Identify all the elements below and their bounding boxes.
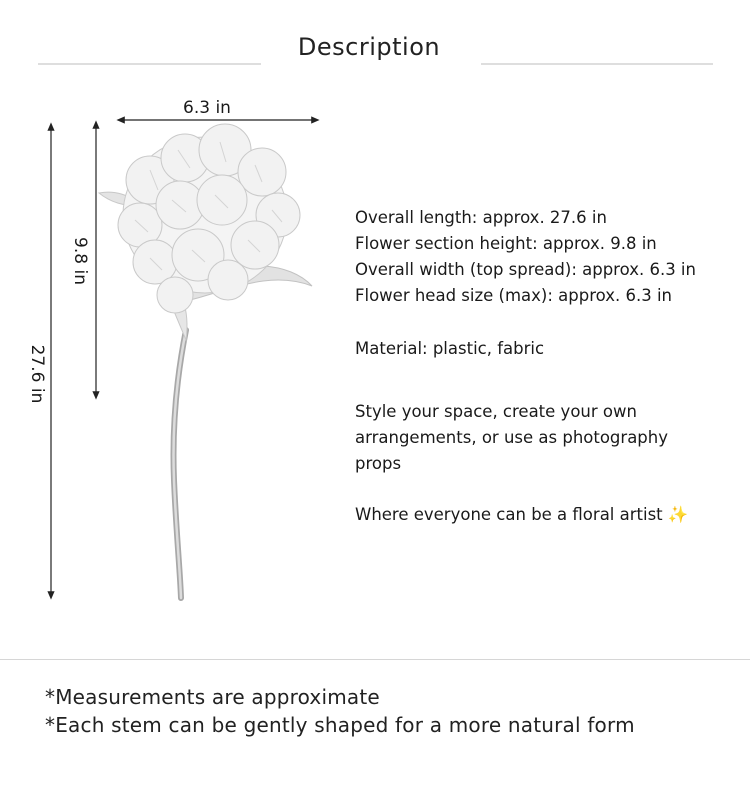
flower-head: [118, 124, 300, 313]
sparkle-icon: ✨: [667, 505, 689, 524]
product-specs: [355, 205, 740, 528]
spec-overall-width: Overall width (top spread): approx. 6.3 in: [355, 260, 696, 279]
spec-overall-length: Overall length: approx. 27.6 in: [355, 208, 607, 227]
notes-divider: [0, 659, 750, 660]
note-measurements: *Measurements are approximate: [45, 685, 380, 709]
style-text-line-3: props: [355, 454, 402, 473]
spec-flower-height: Flower section height: approx. 9.8 in: [355, 234, 657, 253]
spec-material: Material: plastic, fabric: [355, 339, 545, 358]
notes: [45, 683, 635, 739]
flower-height-dimension-label: 9.8 in: [70, 237, 90, 285]
style-text-line-2: arrangements, or use as photography: [355, 428, 669, 447]
tagline: [355, 502, 740, 528]
overall-length-dimension-label: 27.6 in: [27, 344, 47, 404]
width-dimension-label: 6.3 in: [183, 98, 231, 118]
spec-head-size: Flower head size (max): approx. 6.3 in: [355, 286, 672, 305]
page-title: Description: [297, 33, 441, 61]
tagline-text: Where everyone can be a floral artist: [355, 505, 663, 524]
note-shaping: *Each stem can be gently shaped for a more natural form: [45, 713, 635, 737]
style-text-line-1: Style your space, create your own: [355, 402, 637, 421]
